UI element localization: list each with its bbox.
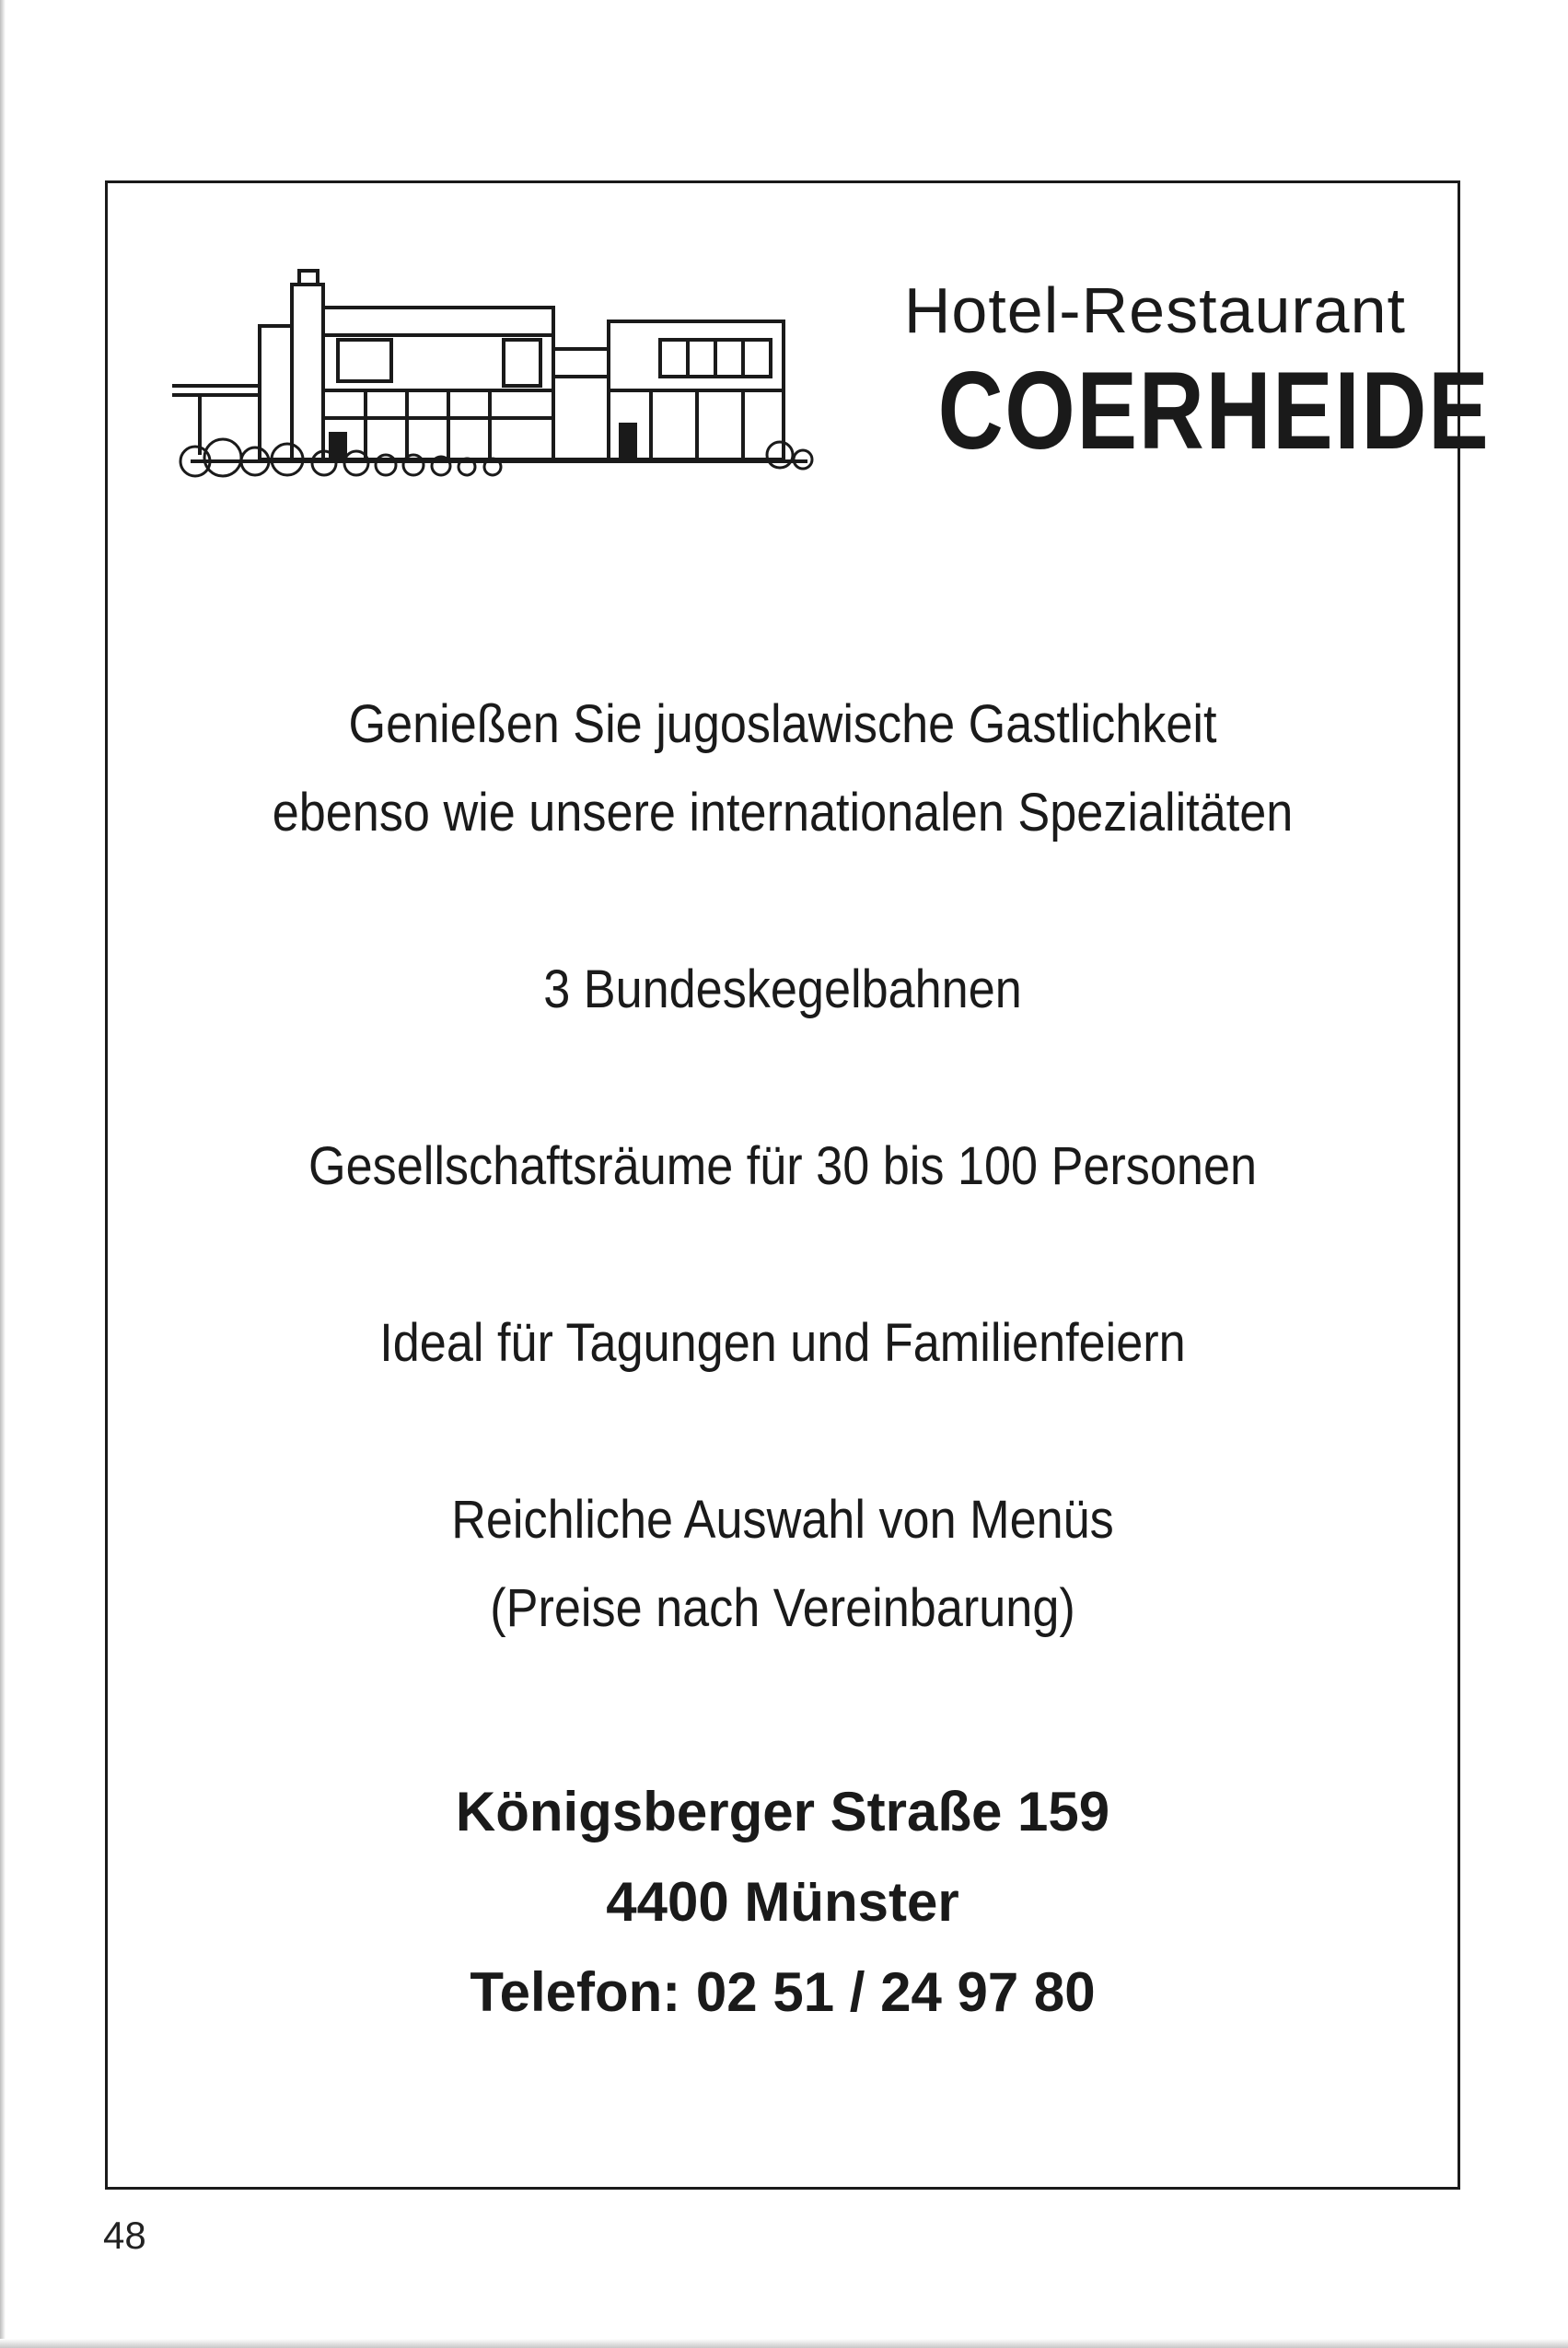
brand-name: COERHEIDE [937,349,1491,472]
address-city: 4400 Münster [606,1871,959,1933]
body-line-1: Genießen Sie jugoslawische Gastlichkeit [348,694,1217,754]
address-block [108,1767,1458,2038]
hotel-building-illustration [172,257,817,496]
brand-subtitle: Hotel-Restaurant [903,274,1406,346]
body-line-4: Gesellschaftsräume für 30 bis 100 Personen [308,1136,1258,1196]
ad-header [172,238,1491,552]
body-line-5: Ideal für Tagungen und Familienfeiern [379,1313,1186,1373]
advertisement-frame [105,180,1491,2190]
address-phone: Telefon: 02 51 / 24 97 80 [470,1961,1096,2023]
brand-block [835,274,1491,472]
page-number: 48 [103,2214,146,2257]
ad-body [108,680,1458,1653]
body-line-7: (Preise nach Vereinbarung) [490,1578,1075,1638]
body-line-2: ebenso wie unsere internationalen Spezialitäten [272,783,1294,843]
body-line-3: 3 Bundeskegelbahnen [543,959,1022,1019]
page-bottom-shadow [0,2339,1568,2348]
page-edge-shadow [0,0,6,2348]
body-line-6: Reichliche Auswahl von Menüs [451,1490,1114,1550]
address-street: Königsberger Straße 159 [455,1781,1110,1842]
